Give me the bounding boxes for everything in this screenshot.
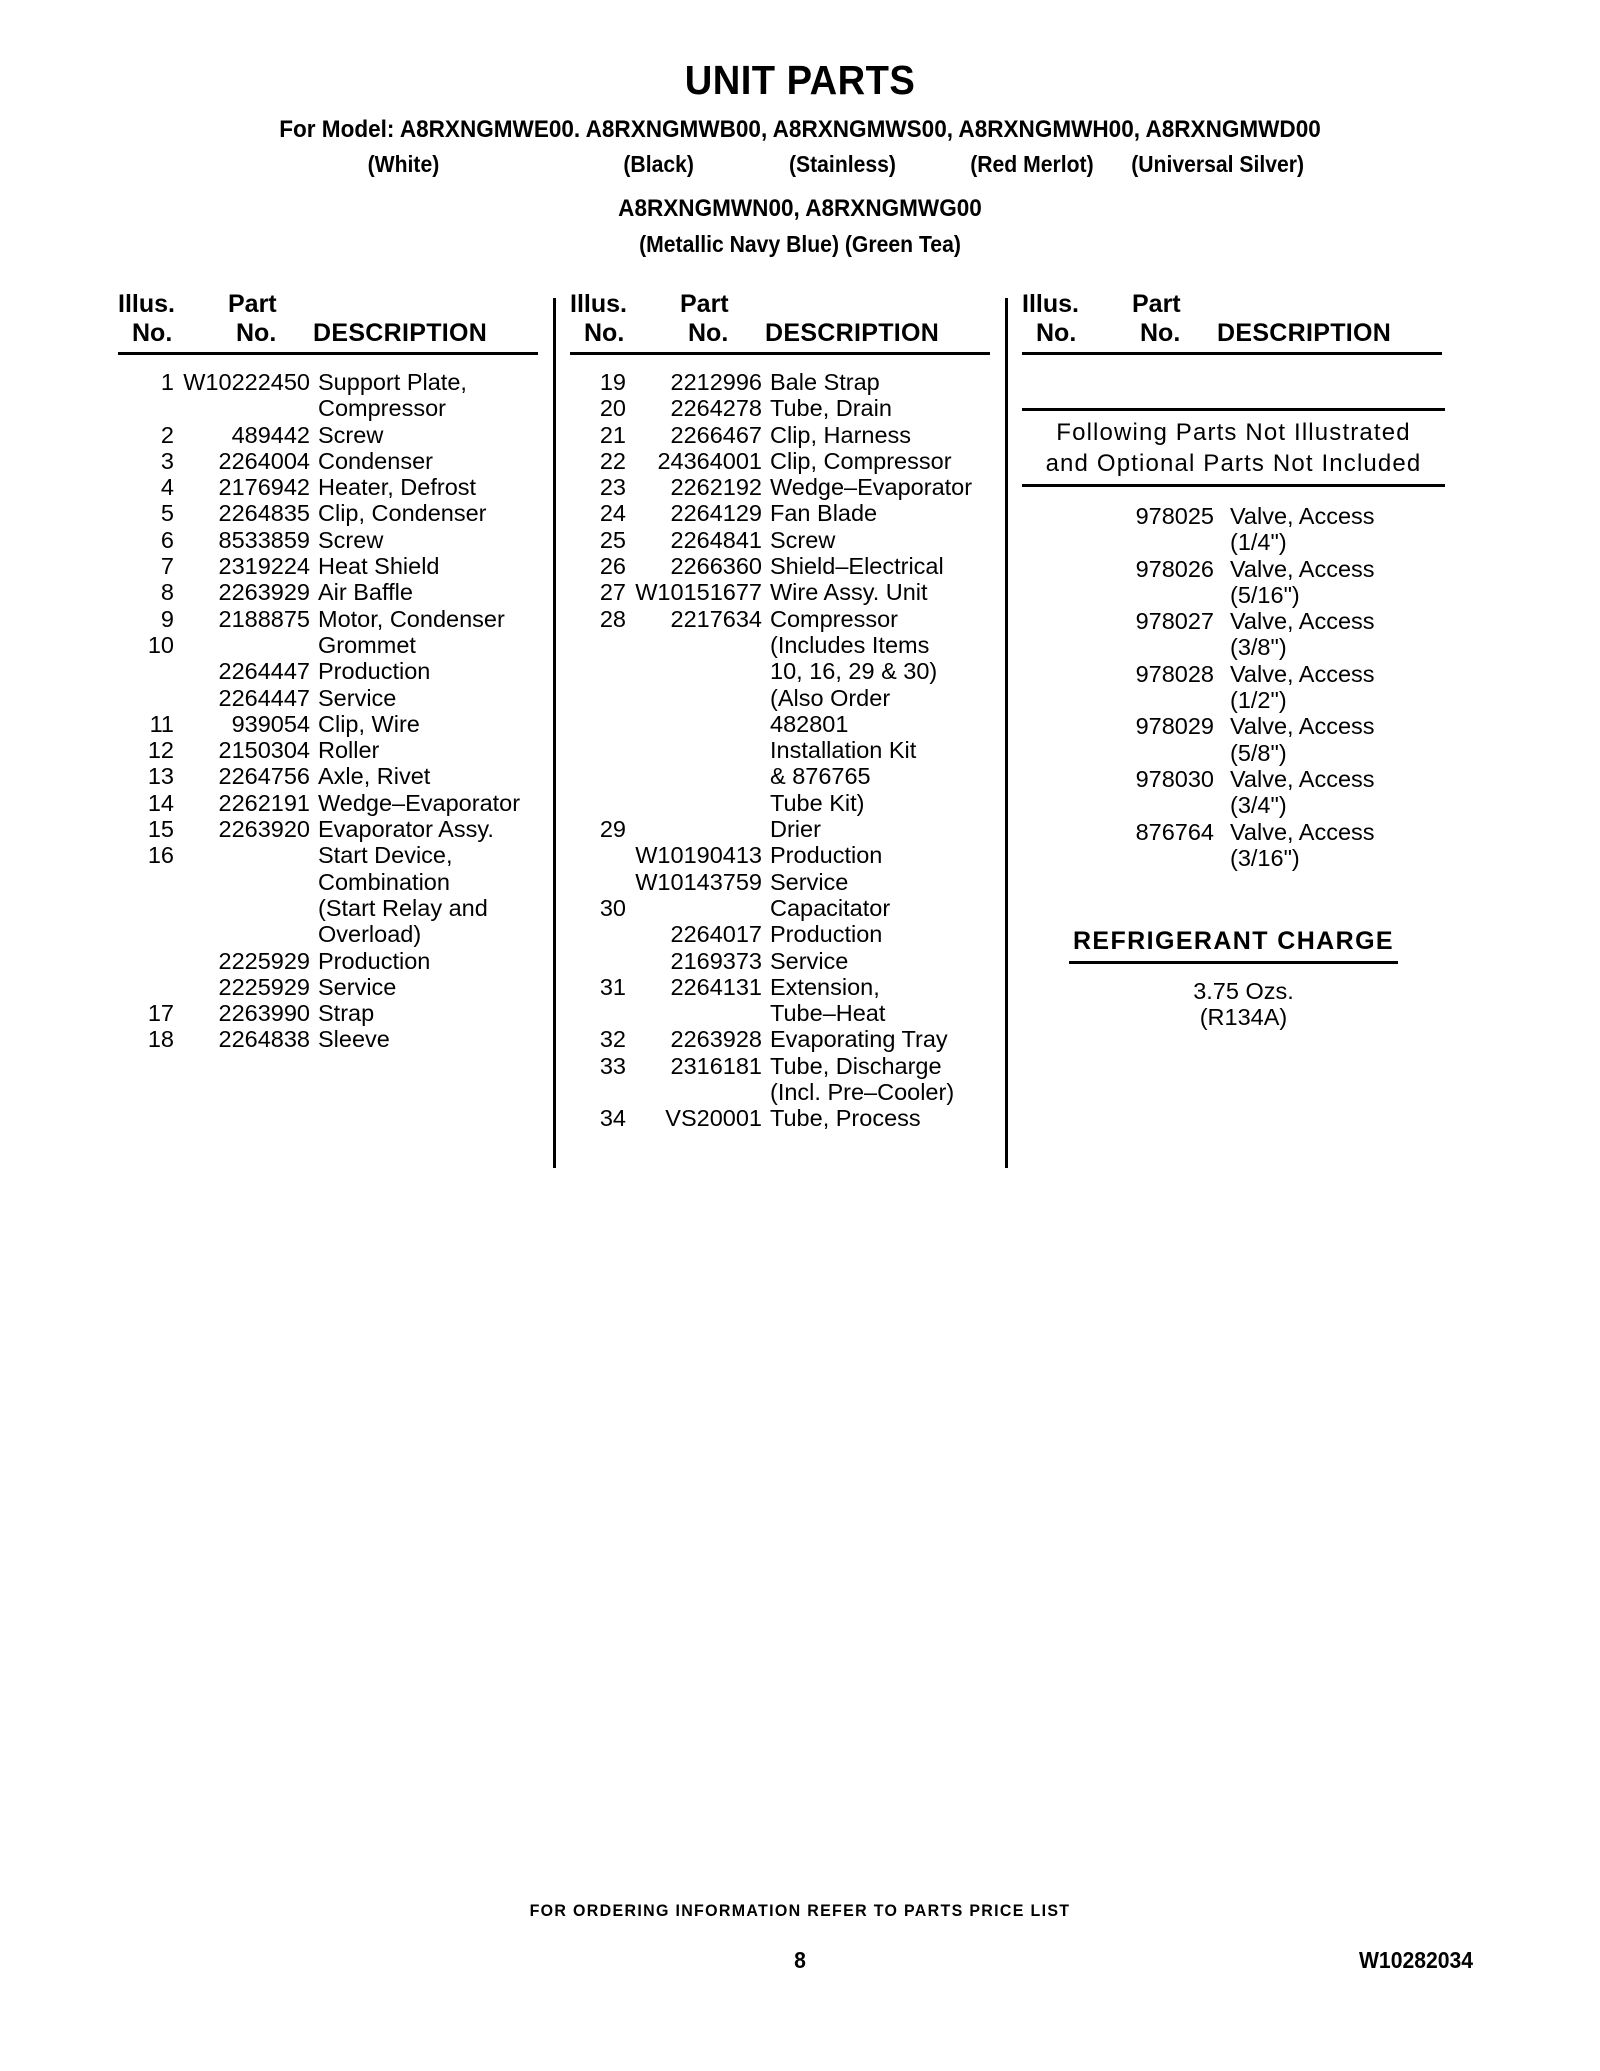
table-row bbox=[570, 1000, 1010, 1026]
color-labels-row-2: (Metallic Navy Blue) (Green Tea) bbox=[639, 231, 961, 257]
table-row bbox=[570, 1079, 1010, 1105]
part-number: 2188875 bbox=[218, 605, 310, 632]
part-description: Clip, Harness bbox=[770, 421, 912, 448]
part-description: Tube, Process bbox=[770, 1105, 921, 1132]
illus-number: 17 bbox=[147, 1000, 174, 1027]
table-row bbox=[118, 632, 558, 658]
part-header-line2: No. bbox=[1140, 319, 1181, 347]
illus-number: 30 bbox=[599, 894, 626, 921]
part-header-line2: No. bbox=[236, 319, 277, 347]
part-description: Production bbox=[770, 921, 883, 948]
part-description: Roller bbox=[318, 737, 380, 764]
part-description: Heat Shield bbox=[318, 553, 440, 580]
valve-row bbox=[1022, 845, 1462, 871]
page-title: UNIT PARTS bbox=[684, 57, 916, 103]
illus-number: 11 bbox=[149, 710, 174, 737]
part-description: 482801 bbox=[770, 710, 849, 737]
table-row bbox=[570, 579, 1010, 605]
model-line-2: A8RXNGMWN00, A8RXNGMWG00 bbox=[618, 195, 982, 222]
footer-ordering-note: FOR ORDERING INFORMATION REFER TO PARTS PRICE LIST bbox=[529, 1901, 1071, 1920]
table-row bbox=[118, 553, 558, 579]
valve-row bbox=[1022, 713, 1462, 739]
valve-row bbox=[1022, 740, 1462, 766]
part-description: 10, 16, 29 & 30) bbox=[770, 658, 938, 685]
part-number: 2264756 bbox=[218, 763, 310, 790]
illus-header-line1: Illus. bbox=[118, 290, 175, 318]
table-row bbox=[118, 606, 558, 632]
part-description: Clip, Condenser bbox=[318, 500, 487, 527]
part-number: 978025 bbox=[1135, 503, 1214, 529]
table-row bbox=[118, 500, 558, 526]
part-number: 2217634 bbox=[670, 605, 762, 632]
part-number: VS20001 bbox=[665, 1105, 762, 1132]
part-number: 2169373 bbox=[670, 947, 762, 974]
part-description: Production bbox=[318, 947, 431, 974]
illus-number: 2 bbox=[160, 421, 174, 448]
part-description: Production bbox=[318, 658, 431, 685]
parts-column-1 bbox=[118, 290, 558, 1053]
footer-document-number: W10282034 bbox=[1358, 1947, 1474, 1973]
illus-number: 22 bbox=[599, 447, 626, 474]
notice-text bbox=[1022, 411, 1445, 484]
part-description: Service bbox=[318, 684, 397, 711]
table-row bbox=[570, 500, 1010, 526]
illus-number: 34 bbox=[599, 1105, 626, 1132]
part-description: Extension, bbox=[770, 973, 880, 1000]
notice-line-2: and Optional Parts Not Included bbox=[1045, 450, 1422, 477]
table-row bbox=[118, 869, 558, 895]
part-description: Wedge–Evaporator bbox=[770, 474, 973, 501]
part-number: 2264838 bbox=[218, 1026, 310, 1053]
part-description: (3/8") bbox=[1230, 634, 1287, 661]
table-row bbox=[570, 632, 1010, 658]
table-row bbox=[570, 948, 1010, 974]
column-1-rows bbox=[118, 369, 558, 1053]
part-number: 876764 bbox=[1135, 818, 1214, 845]
part-description: Tube, Discharge bbox=[770, 1052, 942, 1079]
illus-header-line2: No. bbox=[132, 319, 173, 347]
illus-number: 14 bbox=[147, 789, 174, 816]
table-row bbox=[570, 527, 1010, 553]
header-rule bbox=[570, 352, 990, 355]
table-row bbox=[118, 790, 558, 816]
part-number: 2264004 bbox=[218, 447, 310, 474]
part-description: Shield–Electrical bbox=[770, 553, 944, 580]
part-description: Wire Assy. Unit bbox=[770, 579, 928, 606]
parts-table bbox=[0, 290, 1600, 1160]
part-number: 2263990 bbox=[218, 1000, 310, 1027]
table-row bbox=[118, 763, 558, 789]
color-label-5: (Universal Silver) bbox=[1131, 151, 1305, 177]
part-description: Tube Kit) bbox=[770, 789, 865, 816]
part-description: Overload) bbox=[318, 921, 422, 948]
color-label-1: (White) bbox=[367, 151, 440, 177]
part-description: (Also Order bbox=[770, 684, 891, 711]
part-number: 2264447 bbox=[218, 658, 310, 685]
illus-number: 3 bbox=[160, 447, 174, 474]
color-label-2: (Black) bbox=[623, 151, 694, 177]
illus-number: 18 bbox=[147, 1026, 174, 1053]
table-row bbox=[118, 1000, 558, 1026]
table-row bbox=[118, 948, 558, 974]
part-number: 978028 bbox=[1135, 660, 1214, 687]
part-number: 2266467 bbox=[670, 421, 762, 448]
part-number: 2263929 bbox=[218, 579, 310, 606]
part-description: (1/2") bbox=[1230, 687, 1287, 714]
part-number: 2264447 bbox=[218, 684, 310, 711]
part-description: Valve, Access bbox=[1230, 608, 1375, 635]
part-description: & 876765 bbox=[770, 763, 871, 790]
illus-number: 32 bbox=[599, 1026, 626, 1053]
part-description: Grommet bbox=[318, 631, 416, 658]
table-row bbox=[118, 921, 558, 947]
illus-number: 24 bbox=[599, 500, 626, 527]
part-description: Tube–Heat bbox=[770, 1000, 886, 1027]
valve-row bbox=[1022, 819, 1462, 845]
part-description: (3/4") bbox=[1230, 792, 1287, 819]
valve-row bbox=[1022, 634, 1462, 660]
part-description: Valve, Access bbox=[1230, 503, 1375, 529]
part-description: Screw bbox=[318, 421, 384, 448]
table-row bbox=[570, 974, 1010, 1000]
part-description: Installation Kit bbox=[770, 737, 917, 764]
part-number: W10222450 bbox=[183, 369, 310, 395]
table-row bbox=[570, 921, 1010, 947]
column-3-header bbox=[1022, 290, 1462, 354]
table-row bbox=[570, 1026, 1010, 1052]
column-2-header bbox=[570, 290, 1010, 354]
table-row bbox=[570, 737, 1010, 763]
part-header-line1: Part bbox=[228, 290, 277, 318]
part-description: Bale Strap bbox=[770, 369, 880, 395]
part-number: 2263928 bbox=[670, 1026, 762, 1053]
part-description: Evaporating Tray bbox=[770, 1026, 948, 1053]
part-number: 978030 bbox=[1135, 765, 1214, 792]
illus-number: 10 bbox=[147, 631, 174, 658]
part-description: Clip, Wire bbox=[318, 710, 420, 737]
table-row bbox=[570, 790, 1010, 816]
illus-header-line1: Illus. bbox=[570, 290, 627, 318]
part-description: Drier bbox=[770, 816, 821, 843]
table-row bbox=[570, 553, 1010, 579]
table-row bbox=[118, 1026, 558, 1052]
part-description: Valve, Access bbox=[1230, 660, 1375, 687]
part-description: Service bbox=[770, 947, 849, 974]
table-row bbox=[570, 369, 1010, 395]
part-number: 2150304 bbox=[218, 737, 310, 764]
table-row bbox=[118, 737, 558, 763]
description-header: DESCRIPTION bbox=[313, 319, 488, 347]
illus-number: 9 bbox=[160, 605, 174, 632]
part-number: 2225929 bbox=[218, 947, 310, 974]
illus-header-line1: Illus. bbox=[1022, 290, 1079, 318]
valve-row bbox=[1022, 687, 1462, 713]
illus-number: 4 bbox=[160, 474, 174, 501]
illus-number: 19 bbox=[599, 369, 626, 395]
table-row bbox=[570, 448, 1010, 474]
refrigerant-charge-title: REFRIGERANT CHARGE bbox=[1069, 927, 1398, 964]
part-number: 24364001 bbox=[657, 447, 762, 474]
part-number: 2262192 bbox=[670, 474, 762, 501]
part-number: 978026 bbox=[1135, 555, 1214, 582]
part-number: 2176942 bbox=[218, 474, 310, 501]
refrigerant-type: (R134A) bbox=[1199, 1004, 1288, 1031]
part-description: Valve, Access bbox=[1230, 765, 1375, 792]
illus-number: 29 bbox=[599, 816, 626, 843]
part-description: Support Plate, bbox=[318, 369, 467, 395]
illus-number: 8 bbox=[160, 579, 174, 606]
table-row bbox=[570, 474, 1010, 500]
table-row bbox=[570, 658, 1010, 684]
illus-number: 5 bbox=[160, 500, 174, 527]
table-row bbox=[570, 895, 1010, 921]
part-description: (5/16") bbox=[1230, 581, 1300, 608]
illus-number: 15 bbox=[147, 816, 174, 843]
part-description: Screw bbox=[318, 526, 384, 553]
part-description: Combination bbox=[318, 868, 450, 895]
description-header: DESCRIPTION bbox=[765, 319, 940, 347]
part-number: W10190413 bbox=[635, 842, 762, 869]
description-header: DESCRIPTION bbox=[1217, 319, 1392, 347]
part-header-line1: Part bbox=[1132, 290, 1181, 318]
model-line-1: For Model: A8RXNGMWE00. A8RXNGMWB00, A8RXNGMWS00, A8RXNGMWH00, A8RXNGMWD00 bbox=[279, 116, 1321, 143]
table-row bbox=[570, 685, 1010, 711]
part-header-line2: No. bbox=[688, 319, 729, 347]
part-number: 8533859 bbox=[218, 526, 310, 553]
illus-number: 6 bbox=[160, 526, 174, 553]
part-description: Motor, Condenser bbox=[318, 605, 505, 632]
valve-row bbox=[1022, 582, 1462, 608]
illus-number: 20 bbox=[599, 395, 626, 422]
part-description: Clip, Compressor bbox=[770, 447, 952, 474]
notice-line-1: Following Parts Not Illustrated bbox=[1056, 419, 1411, 446]
valve-row bbox=[1022, 529, 1462, 555]
part-number: 2262191 bbox=[218, 789, 310, 816]
part-number: 489442 bbox=[231, 421, 310, 448]
part-description: Tube, Drain bbox=[770, 395, 892, 422]
part-description: Condenser bbox=[318, 447, 433, 474]
part-description: Capacitator bbox=[770, 894, 891, 921]
table-row bbox=[570, 816, 1010, 842]
table-row bbox=[118, 685, 558, 711]
illus-number: 16 bbox=[147, 842, 174, 869]
illus-number: 21 bbox=[599, 421, 626, 448]
part-number: 2264278 bbox=[670, 395, 762, 422]
table-row bbox=[570, 1053, 1010, 1079]
refrigerant-charge-section bbox=[1022, 927, 1445, 1031]
part-number: 978027 bbox=[1135, 608, 1214, 635]
illus-number: 13 bbox=[147, 763, 174, 790]
part-number: 2212996 bbox=[670, 369, 762, 395]
part-number: 2264835 bbox=[218, 500, 310, 527]
part-number: 939054 bbox=[231, 710, 310, 737]
part-description: Valve, Access bbox=[1230, 713, 1375, 740]
part-number: W10143759 bbox=[635, 868, 762, 895]
table-row bbox=[118, 842, 558, 868]
valve-parts-list bbox=[1022, 503, 1462, 871]
parts-column-3 bbox=[1022, 290, 1462, 1031]
illus-number: 7 bbox=[160, 553, 174, 580]
part-description: Screw bbox=[770, 526, 836, 553]
valve-row bbox=[1022, 661, 1462, 687]
part-description: (5/8") bbox=[1230, 739, 1287, 766]
part-number: 2264841 bbox=[670, 526, 762, 553]
table-row bbox=[570, 1105, 1010, 1131]
part-description: Heater, Defrost bbox=[318, 474, 477, 501]
header-rule bbox=[118, 352, 538, 355]
valve-row bbox=[1022, 556, 1462, 582]
color-labels-row-1 bbox=[64, 144, 1536, 181]
part-number: 2264129 bbox=[670, 500, 762, 527]
table-row bbox=[118, 422, 558, 448]
part-number: 2316181 bbox=[670, 1052, 762, 1079]
part-description: (1/4") bbox=[1230, 529, 1287, 556]
refrigerant-amount: 3.75 Ozs. bbox=[1193, 978, 1294, 1005]
part-number: 978029 bbox=[1135, 713, 1214, 740]
part-description: Compressor bbox=[318, 395, 446, 422]
part-number: 2264017 bbox=[670, 921, 762, 948]
valve-row bbox=[1022, 792, 1462, 818]
table-row bbox=[118, 816, 558, 842]
part-description: Service bbox=[318, 973, 397, 1000]
color-label-3: (Stainless) bbox=[788, 151, 896, 177]
part-description: Sleeve bbox=[318, 1026, 390, 1053]
illus-number: 23 bbox=[599, 474, 626, 501]
not-illustrated-notice bbox=[1022, 408, 1445, 487]
part-description: Compressor bbox=[770, 605, 898, 632]
illus-header-line2: No. bbox=[584, 319, 625, 347]
part-description: Fan Blade bbox=[770, 500, 878, 527]
table-row bbox=[118, 658, 558, 684]
part-description: (Incl. Pre–Cooler) bbox=[770, 1079, 955, 1106]
table-row bbox=[118, 448, 558, 474]
part-description: Strap bbox=[318, 1000, 375, 1027]
part-number: 2319224 bbox=[218, 553, 310, 580]
part-description: Axle, Rivet bbox=[318, 763, 431, 790]
part-description: Valve, Access bbox=[1230, 555, 1375, 582]
part-description: Production bbox=[770, 842, 883, 869]
part-description: Service bbox=[770, 868, 849, 895]
valve-row bbox=[1022, 608, 1462, 634]
table-row bbox=[118, 369, 558, 395]
valve-row bbox=[1022, 503, 1462, 529]
illus-number: 12 bbox=[147, 737, 174, 764]
part-number: W10151677 bbox=[635, 579, 762, 606]
illus-number: 26 bbox=[599, 553, 626, 580]
illus-number: 27 bbox=[599, 579, 626, 606]
illus-number: 1 bbox=[160, 369, 174, 395]
table-row bbox=[570, 869, 1010, 895]
color-label-4: (Red Merlot) bbox=[970, 151, 1094, 177]
table-row bbox=[570, 422, 1010, 448]
table-row bbox=[118, 527, 558, 553]
table-row bbox=[570, 842, 1010, 868]
illus-number: 28 bbox=[599, 605, 626, 632]
table-row bbox=[570, 711, 1010, 737]
column-2-rows bbox=[570, 369, 1010, 1132]
header-rule bbox=[1022, 352, 1442, 355]
column-1-header bbox=[118, 290, 558, 354]
illus-number: 25 bbox=[599, 526, 626, 553]
table-row bbox=[118, 711, 558, 737]
part-description: Wedge–Evaporator bbox=[318, 789, 521, 816]
part-header-line1: Part bbox=[680, 290, 729, 318]
part-description: (Start Relay and bbox=[318, 894, 488, 921]
table-row bbox=[118, 895, 558, 921]
illus-number: 31 bbox=[599, 973, 626, 1000]
part-number: 2264131 bbox=[670, 973, 762, 1000]
table-row bbox=[118, 474, 558, 500]
illus-header-line2: No. bbox=[1036, 319, 1077, 347]
parts-column-2 bbox=[570, 290, 1010, 1132]
table-row bbox=[570, 606, 1010, 632]
part-description: Evaporator Assy. bbox=[318, 816, 494, 843]
part-description: (Includes Items bbox=[770, 631, 930, 658]
part-description: Start Device, bbox=[318, 842, 453, 869]
part-description: Valve, Access bbox=[1230, 818, 1375, 845]
refrigerant-charge-value bbox=[1022, 978, 1445, 1031]
part-number: 2266360 bbox=[670, 553, 762, 580]
part-number: 2263920 bbox=[218, 816, 310, 843]
notice-rule-bottom bbox=[1022, 484, 1445, 487]
table-row bbox=[570, 763, 1010, 789]
part-number: 2225929 bbox=[218, 973, 310, 1000]
table-row bbox=[570, 395, 1010, 421]
illus-number: 33 bbox=[599, 1052, 626, 1079]
footer-page-number: 8 bbox=[794, 1947, 806, 1973]
valve-row bbox=[1022, 766, 1462, 792]
part-description: Air Baffle bbox=[318, 579, 413, 606]
part-description: (3/16") bbox=[1230, 844, 1300, 871]
table-row bbox=[118, 395, 558, 421]
table-row bbox=[118, 974, 558, 1000]
table-row bbox=[118, 579, 558, 605]
